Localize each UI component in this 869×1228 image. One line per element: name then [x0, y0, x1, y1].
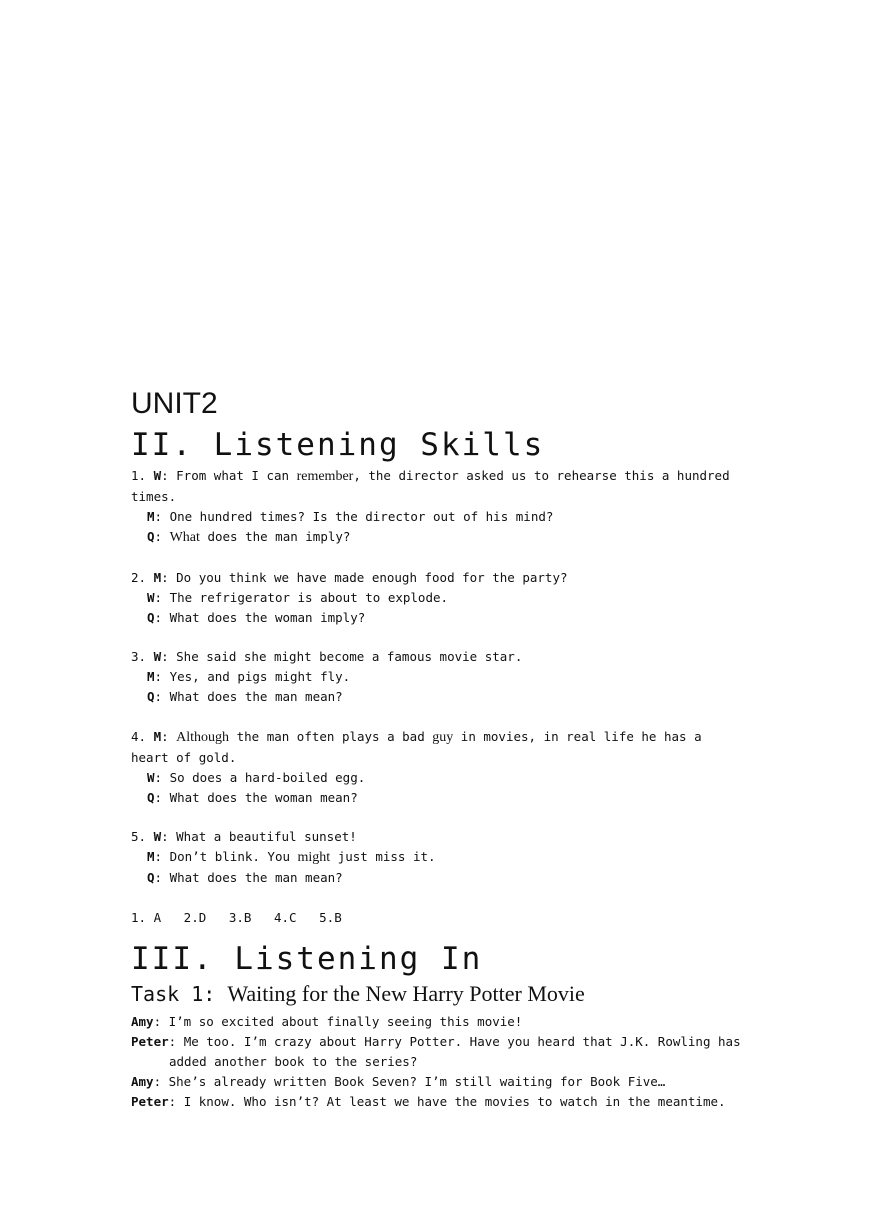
listening-skills-items	[131, 466, 741, 908]
dialogue-line	[131, 647, 741, 667]
speaker-label: W	[153, 468, 162, 483]
line-text: : From what I can	[161, 468, 297, 483]
speaker-label: Q	[147, 609, 155, 625]
speaker-label: Peter	[131, 1093, 169, 1109]
dialogue-line	[131, 727, 741, 768]
item-number: 4.	[131, 728, 154, 744]
task-dialogue	[131, 1012, 749, 1112]
line-text: : The refrigerator is about to explode.	[154, 589, 449, 605]
dialogue-line	[131, 1092, 741, 1112]
line-text: : So does a hard-boiled egg.	[154, 769, 366, 785]
line-text: , the director asked us to rehearse this a hundred times.	[131, 468, 738, 504]
line-text: : She’s already written Book Seven? I’m still waiting for Book Five…	[153, 1073, 666, 1089]
line-text-serif: What	[169, 530, 200, 545]
spacer	[131, 628, 741, 648]
speaker-label: M	[147, 669, 155, 684]
dialogue-line	[131, 868, 741, 888]
line-text-serif: Although	[176, 729, 230, 745]
dialogue-line	[131, 608, 741, 628]
document-page	[131, 384, 749, 1112]
item-number: 5.	[131, 829, 154, 844]
dialogue-line	[131, 588, 741, 608]
spacer	[131, 808, 741, 828]
speaker-label: W	[153, 649, 162, 664]
line-text: : I’m so excited about finally seeing this movie!	[153, 1013, 523, 1029]
line-text: the man often plays a bad	[229, 728, 433, 744]
speaker-label: W	[147, 769, 155, 785]
line-text: : Don’t blink. You	[154, 849, 298, 864]
dialogue-line	[131, 827, 741, 847]
dialogue-line	[131, 507, 741, 527]
answer-key: 1. A 2.D 3.B 4.C 5.B	[131, 909, 342, 925]
task-title	[131, 980, 741, 1008]
speaker-label: Q	[147, 870, 155, 885]
item-number: 1.	[131, 468, 154, 483]
line-text: : Yes, and pigs might fly.	[154, 669, 351, 684]
item-number: 2.	[131, 569, 154, 585]
skill-item	[131, 727, 741, 808]
line-text-serif: guy	[432, 729, 454, 745]
dialogue-line	[131, 527, 741, 548]
task-name: Waiting for the New Harry Potter Movie	[227, 980, 585, 1006]
skill-item	[131, 647, 741, 707]
line-text: : One hundred times? Is the director out of his mind?	[154, 509, 554, 524]
line-text: : What a beautiful sunset!	[161, 829, 357, 844]
line-text: does the man imply?	[199, 529, 351, 544]
line-text-serif: might	[297, 850, 331, 865]
dialogue-line	[131, 1072, 741, 1092]
unit-title: UNIT2	[131, 387, 218, 420]
dialogue-line	[131, 768, 741, 788]
section-title-listening-skills: II. Listening Skills	[131, 427, 545, 463]
dialogue-line	[131, 466, 741, 507]
line-text: : What does the man mean?	[154, 689, 343, 704]
skill-item	[131, 466, 741, 548]
line-text: : What does the man mean?	[154, 870, 343, 885]
dialogue-line	[131, 568, 741, 588]
line-text: : What does the woman imply?	[154, 609, 366, 625]
dialogue-line	[131, 788, 741, 808]
item-number: 3.	[131, 649, 154, 664]
line-text: :	[154, 529, 170, 544]
line-text: : What does the woman mean?	[154, 789, 358, 805]
line-text: in movies, in real life he has a heart of gold.	[131, 728, 710, 765]
dialogue-line	[131, 847, 741, 868]
spacer	[131, 888, 741, 908]
task-prefix: Task 1:	[131, 981, 228, 1006]
line-text: : I know. Who isn’t? At least we have the movies to watch in the meantime.	[168, 1093, 726, 1109]
dialogue-line	[131, 1012, 741, 1032]
line-text: : Me too. I’m crazy about Harry Potter. Have you heard that J.K. Rowling has added another book to the series?	[168, 1033, 749, 1069]
dialogue-line	[131, 667, 741, 687]
speaker-label: W	[153, 829, 162, 844]
dialogue-line	[131, 1032, 749, 1072]
speaker-label: Q	[147, 789, 155, 805]
line-text: just miss it.	[330, 849, 436, 864]
speaker-label: M	[153, 728, 162, 744]
spacer	[131, 548, 741, 568]
section-title-listening-in: III. Listening In	[131, 940, 483, 977]
line-text: : Do you think we have made enough food for the party?	[161, 569, 568, 585]
speaker-label: M	[153, 569, 162, 585]
speaker-label: Peter	[131, 1033, 169, 1049]
speaker-label: Amy	[131, 1073, 154, 1089]
speaker-label: Q	[147, 529, 155, 544]
line-text-serif: remember	[296, 469, 354, 484]
skill-item	[131, 568, 741, 628]
skill-item	[131, 827, 741, 888]
spacer	[131, 707, 741, 727]
speaker-label: W	[147, 589, 155, 605]
line-text: : She said she might become a famous movie star.	[161, 649, 523, 664]
speaker-label: Amy	[131, 1013, 154, 1029]
speaker-label: M	[147, 509, 155, 524]
dialogue-line	[131, 687, 741, 707]
speaker-label: Q	[147, 689, 155, 704]
speaker-label: M	[147, 849, 155, 864]
line-text: :	[161, 728, 177, 744]
